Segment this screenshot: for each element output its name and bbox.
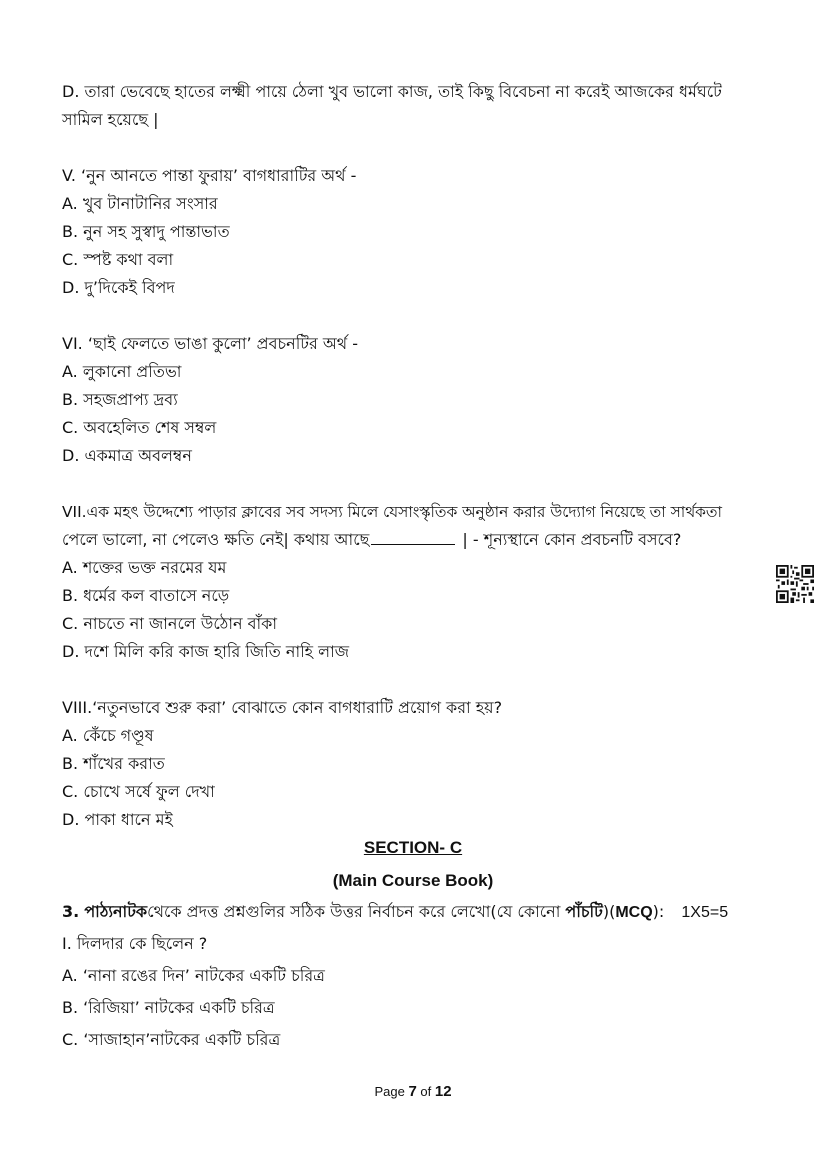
question-viii-option-b: B. শাঁখের করাত: [62, 754, 165, 773]
question-3-i-option-c: C. ‘সাজাহান’নাটকের একটি চরিত্র: [62, 1030, 281, 1049]
section-title: [0, 838, 826, 858]
page-footer: [0, 1083, 826, 1100]
question-v-option-a: A. খুব টানাটানির সংসার: [62, 194, 218, 213]
question-viii-option-a: A. কেঁচে গণ্ডূষ: [62, 726, 154, 745]
question-vii-option-a: A. শক্তের ভক্ত নরমের যম: [62, 558, 227, 577]
question-3-bold-mid: পাঁচটি: [565, 902, 603, 921]
page-current: 7: [408, 1083, 417, 1100]
page-of-word: of: [420, 1084, 432, 1099]
question-3-bold-lead: পাঠ্যনাটক: [84, 902, 148, 921]
question-3-i-option-b: B. ‘রিজিয়া’ নাটকের একটি চরিত্র: [62, 998, 275, 1017]
question-vi-option-d: D. একমাত্র অবলম্বন: [62, 446, 192, 465]
q4-option-d-line1: D. তারা ভেবেছে হাতের লক্ষ্মী পায়ে ঠেলা খুব ভালো কাজ, তাই কিছু বিবেচনা না করেই আজকের ধর্মঘটে: [62, 82, 722, 101]
question-3-text-c: ):: [652, 902, 665, 921]
question-3-i-option-a: A. ‘নানা রঙের দিন’ নাটকের একটি চরিত্র: [62, 966, 325, 985]
question-vi-option-c: C. অবহেলিত শেষ সম্বল: [62, 418, 217, 437]
question-3-text-b: )(: [602, 902, 616, 921]
question-vii-line2-pre: পেলে ভালো, না পেলেও ক্ষতি নেই| কথায় আছে: [62, 530, 370, 549]
question-vii-option-c: C. নাচতে না জানলে উঠোন বাঁকা: [62, 614, 278, 633]
question-viii-option-d: D. পাকা ধানে মই: [62, 810, 173, 829]
question-viii: VIII.‘নতুনভাবে শুরু করা’ বোঝাতে কোন বাগধারাটি প্রয়োগ করা হয়?: [62, 698, 503, 717]
question-3-mcq: MCQ: [615, 904, 653, 921]
section-subtitle: (Main Course Book): [332, 871, 494, 890]
question-3-text-a: থেকে প্রদত্ত প্রশ্নগুলির সঠিক উত্তর নির্বাচন করে লেখো(যে কোনো: [147, 902, 566, 921]
question-v-option-b: B. নুন সহ সুস্বাদু পান্তাভাত: [62, 222, 230, 241]
qr-code-icon: [776, 565, 814, 603]
question-vi-option-b: B. সহজপ্রাপ্য দ্রব্য: [62, 390, 178, 409]
question-vi-option-a: A. লুকানো প্রতিভা: [62, 362, 182, 381]
fill-in-blank: [371, 530, 455, 545]
question-3-marks: 1X5=5: [681, 904, 729, 921]
question-viii-option-c: C. চোখে সর্ষে ফুল দেখা: [62, 782, 215, 801]
question-3-instruction: [62, 902, 728, 923]
question-3-number: 3.: [62, 902, 80, 921]
question-vii-option-b: B. ধর্মের কল বাতাসে নড়ে: [62, 586, 230, 605]
section-title-text: SECTION- C: [363, 838, 463, 857]
question-vii-line2-post: | - শূন্যস্থানে কোন প্রবচনটি বসবে?: [457, 530, 682, 549]
question-v-option-d: D. দু’দিকেই বিপদ: [62, 278, 175, 297]
question-vii-option-d: D. দশে মিলি করি কাজ হারি জিতি নাহি লাজ: [62, 642, 350, 661]
page-total: 12: [434, 1083, 452, 1100]
page-word: Page: [374, 1084, 405, 1099]
question-v: V. ‘নুন আনতে পান্তা ফুরায়’ বাগধারাটির অর্থ -: [62, 166, 357, 185]
question-vi: VI. ‘ছাই ফেলতে ভাঙা কুলো’ প্রবচনটির অর্থ -: [62, 334, 358, 353]
question-vii-line2: [62, 530, 681, 550]
q4-option-d-line2: সামিল হয়েছে |: [62, 110, 159, 129]
question-v-option-c: C. স্পষ্ট কথা বলা: [62, 250, 174, 269]
question-3-i: I. দিলদার কে ছিলেন ?: [62, 934, 208, 953]
question-vii-line1: VII.এক মহৎ উদ্দেশ্যে পাড়ার ক্লাবের সব সদস্য মিলে যেসাংস্কৃতিক অনুষ্ঠান করার উদ্যোগ নিয়েছে তা সার্থকতা: [62, 503, 722, 521]
